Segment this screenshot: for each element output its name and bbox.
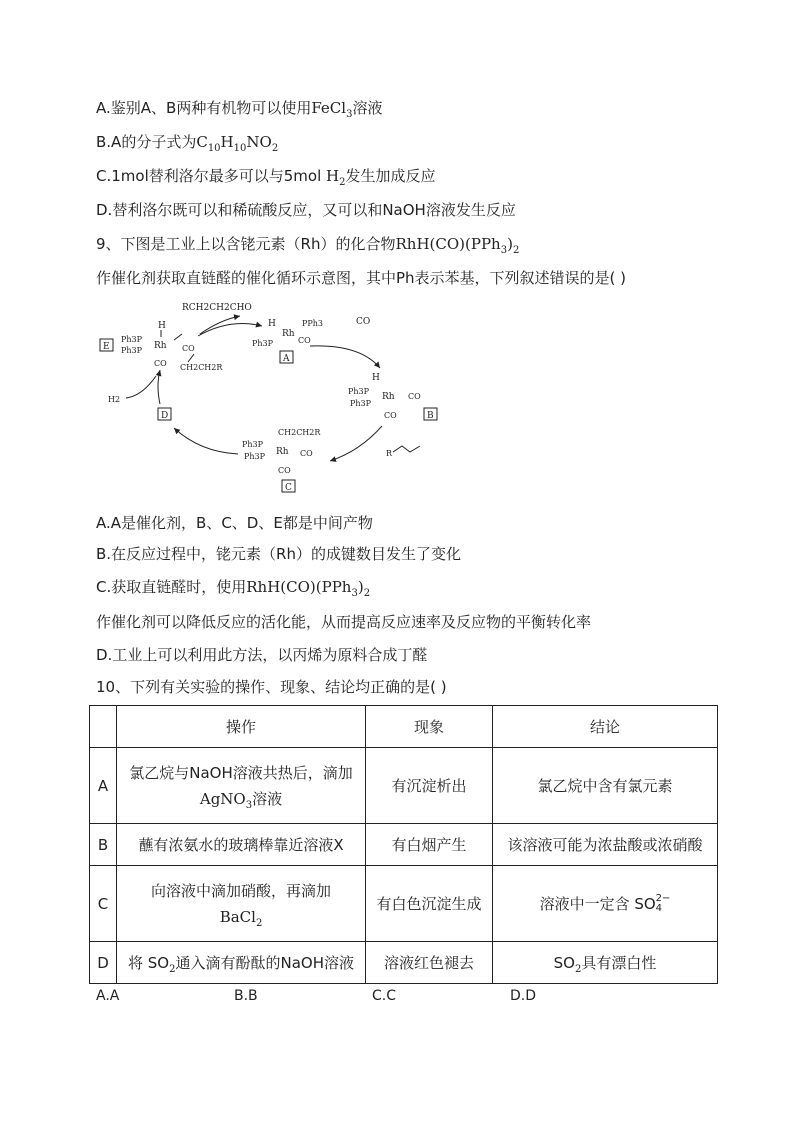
choice-c: C.C <box>372 988 397 1004</box>
e-co-1: CO <box>182 344 195 353</box>
e-ch2ch2r: CH2CH2R <box>180 363 223 372</box>
choice-a: A.A <box>96 988 120 1004</box>
product-arrow <box>200 316 240 334</box>
a-pph3: PPh3 <box>302 319 324 328</box>
b-co-2: CO <box>384 411 397 420</box>
experiment-table <box>89 705 718 984</box>
table-header-row <box>90 706 718 748</box>
a-ph3p: Ph3P <box>252 339 274 348</box>
row-label: D <box>90 942 117 984</box>
q8-option-c: C.1mol替利洛尔最多可以与5mol $H_2$发生加成反应 <box>96 167 436 188</box>
q9-option-b: B.在反应过程中，铑元素（Rh）的成键数目发生了变化 <box>96 545 461 563</box>
table-row <box>90 866 718 942</box>
row-phenomenon: 溶液红色褪去 <box>366 942 493 984</box>
header-blank <box>90 706 117 748</box>
row-conclusion: 溶液中一定含 SO2− 4 <box>493 866 718 942</box>
row-label: C <box>90 866 117 942</box>
row-operation: 蘸有浓氨水的玻璃棒靠近溶液X <box>117 824 366 866</box>
choice-b: B.B <box>234 988 258 1004</box>
h2-line <box>126 376 156 398</box>
a-rh: Rh <box>282 329 295 339</box>
q9-stem-line2: 作催化剂获取直链醛的催化循环示意图，其中Ph表示苯基，下列叙述错误的是( ) <box>96 269 627 287</box>
row-phenomenon: 有白色沉淀生成 <box>366 866 493 942</box>
label-b: B <box>427 411 434 421</box>
choice-d: D.D <box>510 988 537 1004</box>
table-row <box>90 824 718 866</box>
row-operation: 氯乙烷与NaOH溶液共热后，滴加 AgNO$_3$溶液 <box>117 748 366 824</box>
arc-b-c <box>330 426 382 461</box>
row-label: A <box>90 748 117 824</box>
c-ph3p-1: Ph3P <box>242 440 264 449</box>
c-co-2: CO <box>278 466 291 475</box>
q9-option-d: D.工业上可以利用此方法，以丙烯为原料合成丁醛 <box>96 646 428 664</box>
b-ph3p-1: Ph3P <box>348 387 370 396</box>
q8-option-d: D.替利洛尔既可以和稀硫酸反应，又可以和NaOH溶液发生反应 <box>96 201 516 219</box>
row-phenomenon: 有白烟产生 <box>366 824 493 866</box>
h2-input: H2 <box>108 395 121 404</box>
arc-a-b <box>310 346 380 368</box>
header-operation: 操作 <box>117 706 366 748</box>
row-operation: 向溶液中滴加硝酸，再滴加 BaCl$_2$ <box>117 866 366 942</box>
q9-option-c: C.获取直链醛时，使用$RhH(CO)(PPh_3)_2$ <box>96 578 371 599</box>
e-ph3p-1: Ph3P <box>121 335 143 344</box>
co-input: CO <box>356 317 371 327</box>
arc-e-a <box>198 324 262 336</box>
label-c: C <box>285 483 292 493</box>
b-h: H <box>372 373 380 383</box>
b-rh: Rh <box>382 392 395 402</box>
row-operation: 将 $SO_2$通入滴有酚酞的NaOH溶液 <box>117 942 366 984</box>
e-co-2: CO <box>154 359 167 368</box>
row-conclusion: $SO_2$具有漂白性 <box>493 942 718 984</box>
row-label: B <box>90 824 117 866</box>
table-row <box>90 748 718 824</box>
q9-option-c-cont: 作催化剂可以降低反应的活化能，从而提高反应速率及反应物的平衡转化率 <box>96 613 592 631</box>
q8-option-a: A.鉴别A、B两种有机物可以使用FeCl$_3$溶液 <box>96 99 383 120</box>
product-aldehyde: RCH2CH2CHO <box>182 303 252 313</box>
q10-stem: 10、下列有关实验的操作、现象、结论均正确的是( ) <box>96 678 447 696</box>
arc-d-e <box>158 370 160 404</box>
q9-option-a: A.A是催化剂，B、C、D、E都是中间产物 <box>96 514 373 532</box>
row-phenomenon: 有沉淀析出 <box>366 748 493 824</box>
c-rh: Rh <box>276 447 289 457</box>
a-h: H <box>268 319 276 329</box>
header-conclusion: 结论 <box>493 706 718 748</box>
e-rh: Rh <box>154 341 167 351</box>
label-d: D <box>161 411 169 421</box>
c-co-1: CO <box>300 449 313 458</box>
b-co-1: CO <box>408 392 421 401</box>
c-ch2ch2r: CH2CH2R <box>278 428 321 437</box>
arc-c-d <box>174 428 238 454</box>
row-conclusion: 氯乙烷中含有氯元素 <box>493 748 718 824</box>
alkene-r: R <box>386 449 393 458</box>
header-phenomenon: 现象 <box>366 706 493 748</box>
label-a: A <box>283 354 290 364</box>
row-conclusion: 该溶液可能为浓盐酸或浓硝酸 <box>493 824 718 866</box>
catalytic-cycle-diagram <box>90 296 450 501</box>
e-h: H <box>158 321 166 331</box>
alkene-chain <box>393 446 420 452</box>
q8-option-b: B.A的分子式为$C_{10}H_{10}NO_2$ <box>96 133 279 154</box>
e-ph3p-2: Ph3P <box>121 346 143 355</box>
label-e: E <box>103 342 110 352</box>
a-co: CO <box>298 336 311 345</box>
b-ph3p-2: Ph3P <box>350 399 372 408</box>
q9-stem-line1: 9、下图是工业上以含铑元素（Rh）的化合物$RhH(CO)(PPh_3)_2$ <box>96 235 520 256</box>
table-row <box>90 942 718 984</box>
c-ph3p-2: Ph3P <box>244 452 266 461</box>
